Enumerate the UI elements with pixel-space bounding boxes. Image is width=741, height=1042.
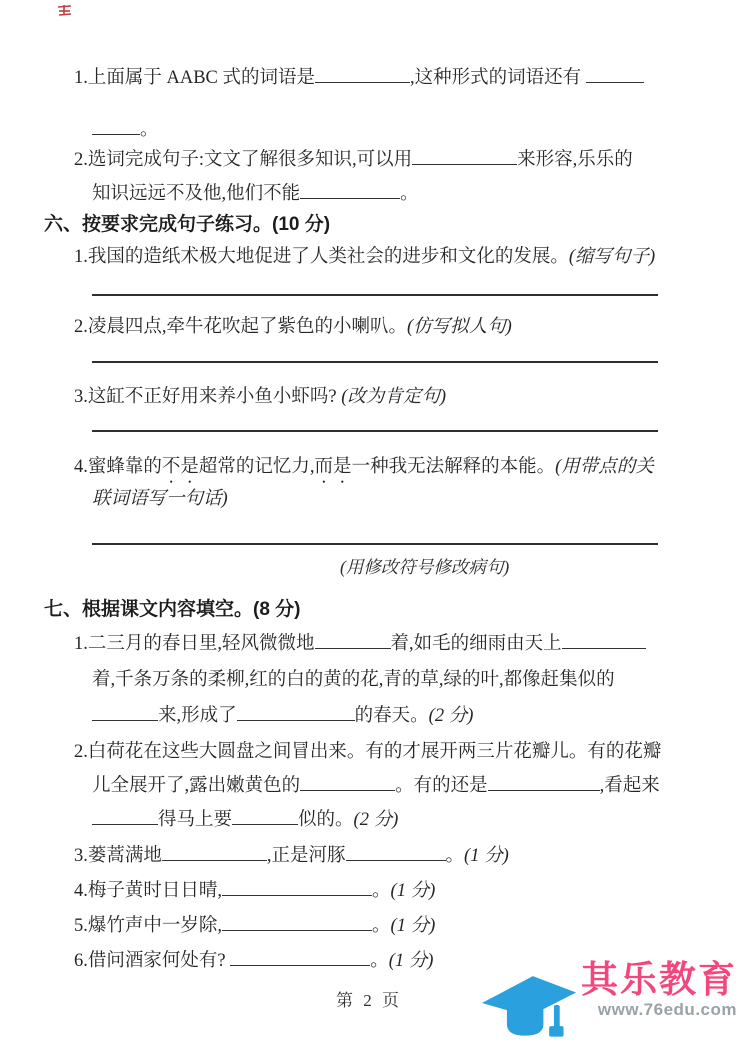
fill-in-blank — [488, 770, 600, 791]
brand-url: www.76edu.com — [597, 1000, 737, 1019]
question-line — [0, 114, 741, 144]
question-text: 。 — [400, 184, 419, 204]
answer-line — [92, 543, 658, 545]
question-line — [0, 452, 741, 482]
question-text: 着,千条万条的柔柳,红的白的黄的花,青的草,绿的叶,都像赶集似的 — [92, 670, 615, 690]
question-text: 2.选词完成句子:文文了解很多知识,可以用 — [74, 150, 413, 170]
instruction-text: (用带点的关 — [555, 457, 654, 477]
question-text: 4.蜜蜂靠的 — [74, 457, 162, 477]
question-text: 得马上要 — [158, 810, 233, 830]
instruction-text: (2 分) — [428, 706, 474, 726]
question-line — [0, 665, 741, 695]
question-text: 的春天。 — [354, 706, 429, 726]
question-text: 来形容,乐乐的 — [517, 150, 633, 170]
question-text: 儿全展开了,露出嫩黄色的 — [92, 776, 301, 796]
question-line — [0, 700, 741, 730]
fill-in-blank — [315, 628, 391, 649]
question-text: 4.梅子黄时日日晴, — [74, 881, 223, 901]
question-line — [0, 840, 741, 870]
question-text: 1.我国的造纸术极大地促进了人类社会的进步和文化的发展。 — [74, 247, 569, 267]
fill-in-blank — [586, 62, 644, 83]
answer-line — [92, 430, 658, 432]
brand-name: 其乐教育 — [581, 959, 737, 1000]
instruction-text: (2 分) — [353, 810, 399, 830]
question-text: 6.借问酒家何处有? — [74, 951, 231, 971]
question-line — [0, 242, 741, 272]
question-line — [0, 910, 741, 940]
section-heading: 七、根据课文内容填空。(8 分) — [44, 599, 301, 620]
instruction-text: (1 分) — [390, 881, 436, 901]
question-text: 。 — [372, 916, 391, 936]
question-text: 而是 — [314, 457, 352, 477]
fill-in-blank — [162, 840, 267, 861]
fill-in-blank — [300, 770, 395, 791]
question-line — [0, 382, 741, 412]
fill-in-blank — [92, 804, 158, 825]
instruction-text: (改为肯定句) — [341, 387, 447, 407]
fill-in-blank — [222, 875, 372, 896]
instruction-text: (1 分) — [390, 916, 436, 936]
fill-in-blank — [300, 178, 400, 199]
instruction-text: 联词语写一句话) — [92, 489, 228, 509]
question-text: ,看起来 — [599, 776, 660, 796]
question-text: 1.二三月的春日里,轻风微微地 — [74, 634, 315, 654]
fill-in-blank — [230, 945, 370, 966]
question-text: 1.上面属于 AABC 式的词语是 — [74, 68, 316, 88]
instruction-text: (缩写句子) — [568, 247, 656, 267]
question-line — [0, 312, 741, 342]
fill-in-blank — [92, 114, 140, 135]
question-text: 3.蒌蒿满地 — [74, 846, 162, 866]
question-text: 来,形成了 — [158, 706, 237, 726]
answer-line — [92, 361, 658, 363]
question-text: ,正是河豚 — [266, 846, 346, 866]
instruction-note: (用修改符号修改病句) — [340, 557, 510, 577]
question-line — [0, 144, 741, 174]
question-text: 似的。 — [298, 810, 354, 830]
question-text: 。有的还是 — [395, 776, 488, 796]
section-heading: 六、按要求完成句子练习。(10 分) — [44, 214, 331, 235]
question-text: 。 — [445, 846, 465, 866]
fill-in-blank — [92, 700, 158, 721]
question-line — [0, 484, 741, 514]
fill-in-blank — [412, 144, 517, 165]
question-line — [0, 62, 741, 92]
question-text: ,这种形式的词语还有 — [410, 68, 586, 88]
fill-in-blank — [315, 62, 410, 83]
fill-in-blank — [562, 628, 646, 649]
question-text: 不是 — [161, 457, 199, 477]
question-text: 一种我无法解释的本能。 — [351, 457, 556, 477]
graduation-cap-icon — [481, 968, 577, 1040]
question-text: 。 — [140, 120, 159, 140]
question-text: 。 — [370, 951, 389, 971]
document-body — [0, 58, 741, 975]
fill-in-blank — [237, 700, 355, 721]
page-number: 第 2 页 — [336, 991, 402, 1010]
brand-logo — [481, 960, 737, 1040]
question-text: 2.白荷花在这些大圆盘之间冒出来。有的才展开两三片花瓣儿。有的花瓣 — [74, 742, 662, 762]
answer-line — [92, 294, 658, 296]
question-text: 5.爆竹声中一岁除, — [74, 916, 223, 936]
instruction-text: (1 分) — [464, 846, 509, 866]
fill-in-blank — [232, 804, 298, 825]
question-text: 。 — [372, 881, 391, 901]
question-text: 3.这缸不正好用来养小鱼小虾吗? — [74, 387, 342, 407]
instruction-text: (1 分) — [388, 951, 434, 971]
fill-in-blank — [222, 910, 372, 931]
question-line — [0, 804, 741, 834]
red-ink-mark — [56, 3, 74, 17]
question-line — [0, 770, 741, 800]
question-line — [0, 875, 741, 905]
instruction-text: (仿写拟人句) — [407, 317, 512, 337]
question-text: 着,如毛的细雨由天上 — [390, 634, 562, 654]
question-line — [0, 178, 741, 208]
fill-in-blank — [346, 840, 446, 861]
question-text: 知识远远不及他,他们不能 — [92, 184, 301, 204]
question-text: 超常的记忆力, — [198, 457, 315, 477]
question-line — [0, 628, 741, 658]
question-line — [0, 737, 741, 767]
question-text: 2.凌晨四点,牵牛花吹起了紫色的小喇叭。 — [74, 317, 408, 337]
